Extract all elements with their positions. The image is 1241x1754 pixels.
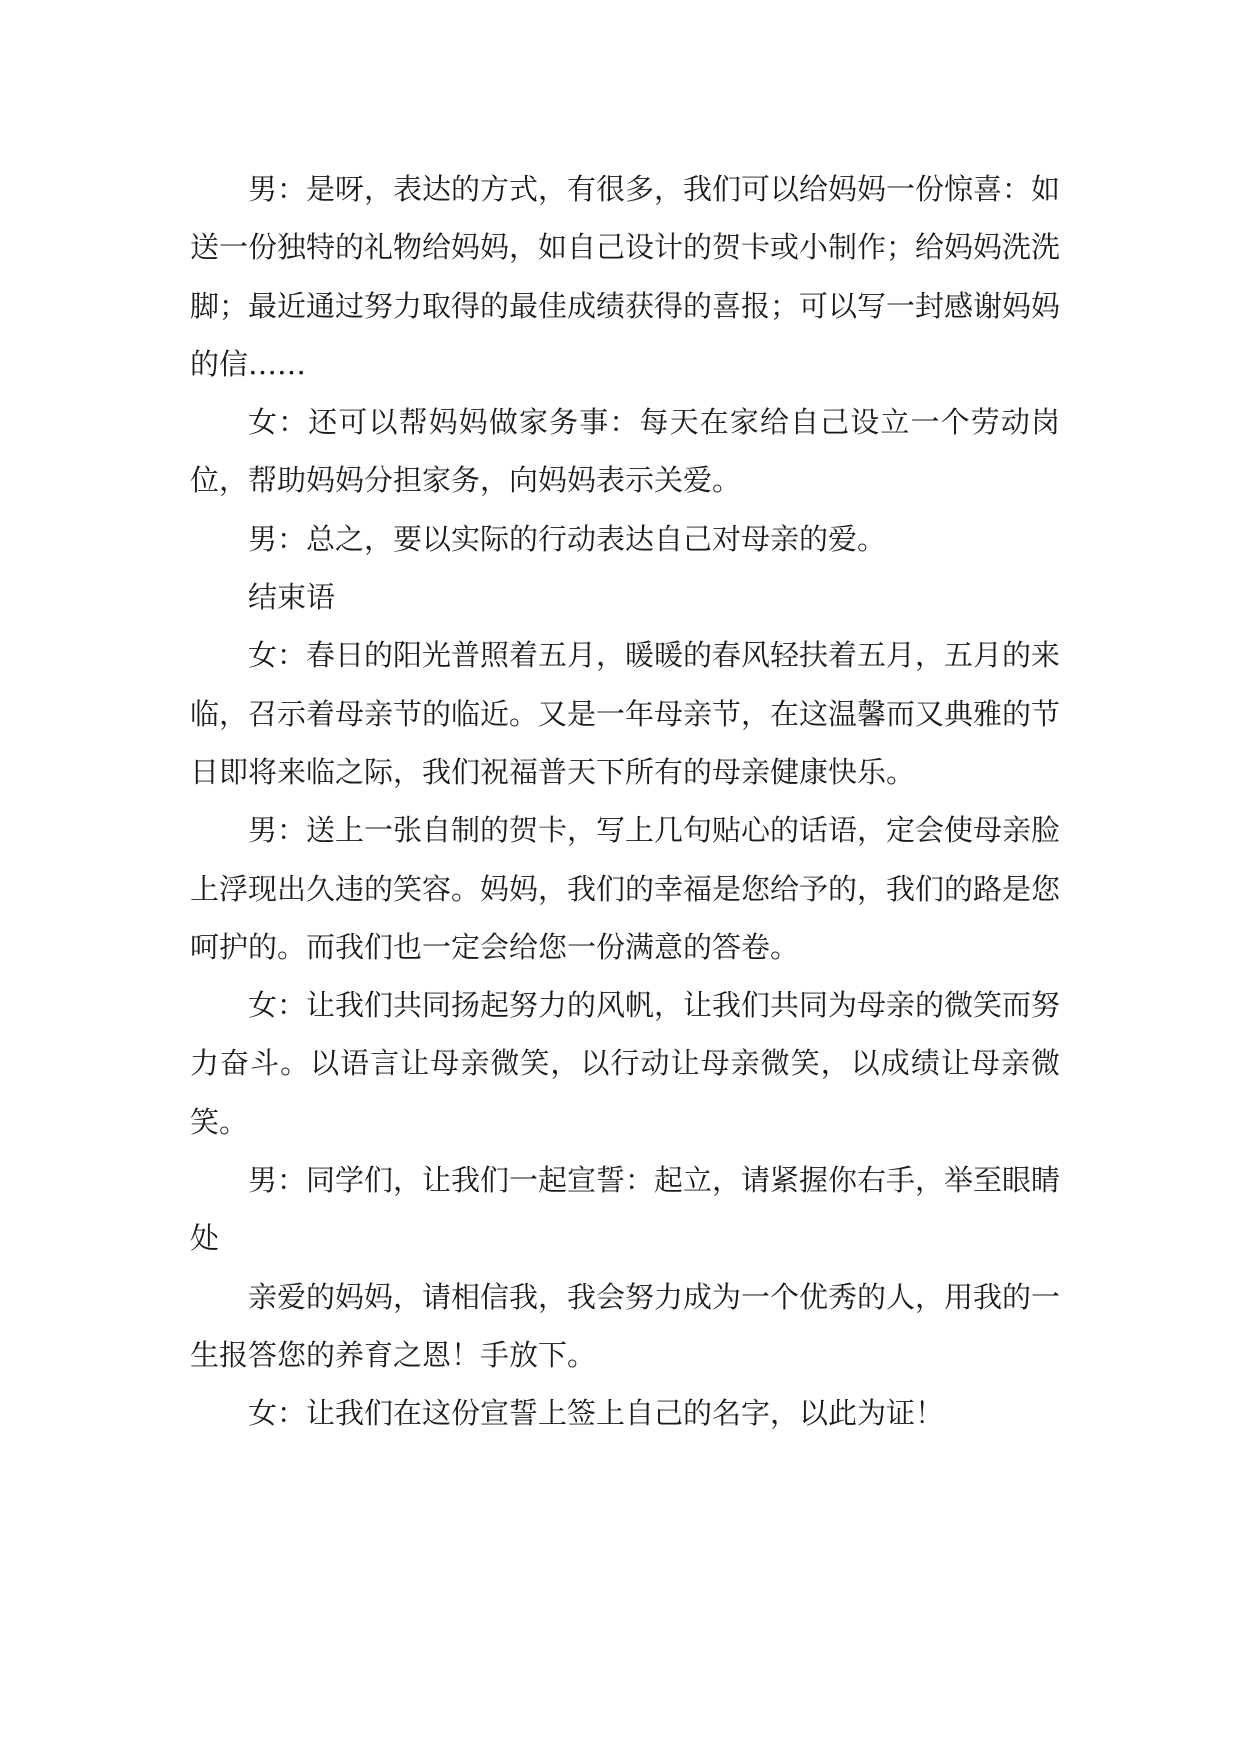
paragraph-dialogue-male-1: 男：是呀，表达的方式，有很多，我们可以给妈妈一份惊喜：如送一份独特的礼物给妈妈，如自己设计的贺卡或小制作；给妈妈洗洗脚；最近通过努力取得的最佳成绩获得的喜报；可以写一封感谢妈妈的信…… [190,172,1061,381]
paragraph-dialogue-male-2: 男：总之，要以实际的行动表达自己对母亲的爱。 [248,521,887,556]
paragraph-dialogue-female-4: 女：让我们在这份宣誓上签上自己的名字，以此为证！ [248,1396,945,1431]
paragraph-oath: 亲爱的妈妈，请相信我，我会努力成为一个优秀的人，用我的一生报答您的养育之恩！手放下。 [190,1279,1061,1372]
paragraph-dialogue-male-3: 男：送上一张自制的贺卡，写上几句贴心的话语，定会使母亲脸上浮现出久违的笑容。妈妈，我们的幸福是您给予的，我们的路是您呵护的。而我们也一定会给您一份满意的答卷。 [190,813,1061,964]
document-body [190,160,1060,1443]
paragraph-dialogue-female-1: 女：还可以帮妈妈做家务事：每天在家给自己设立一个劳动岗位，帮助妈妈分担家务，向妈妈表示关爱。 [190,405,1060,498]
paragraph-dialogue-female-3: 女：让我们共同扬起努力的风帆，让我们共同为母亲的微笑而努力奋斗。以语言让母亲微笑，以行动让母亲微笑，以成绩让母亲微笑。 [190,988,1061,1139]
section-heading-closing: 结束语 [248,580,336,615]
paragraph-dialogue-female-2: 女：春日的阳光普照着五月，暖暖的春风轻扶着五月，五月的来临，召示着母亲节的临近。又是一年母亲节，在这温馨而又典雅的节日即将来临之际，我们祝福普天下所有的母亲健康快乐。 [190,638,1061,789]
paragraph-dialogue-male-4: 男：同学们，让我们一起宣誓：起立，请紧握你右手，举至眼睛处 [190,1163,1061,1256]
